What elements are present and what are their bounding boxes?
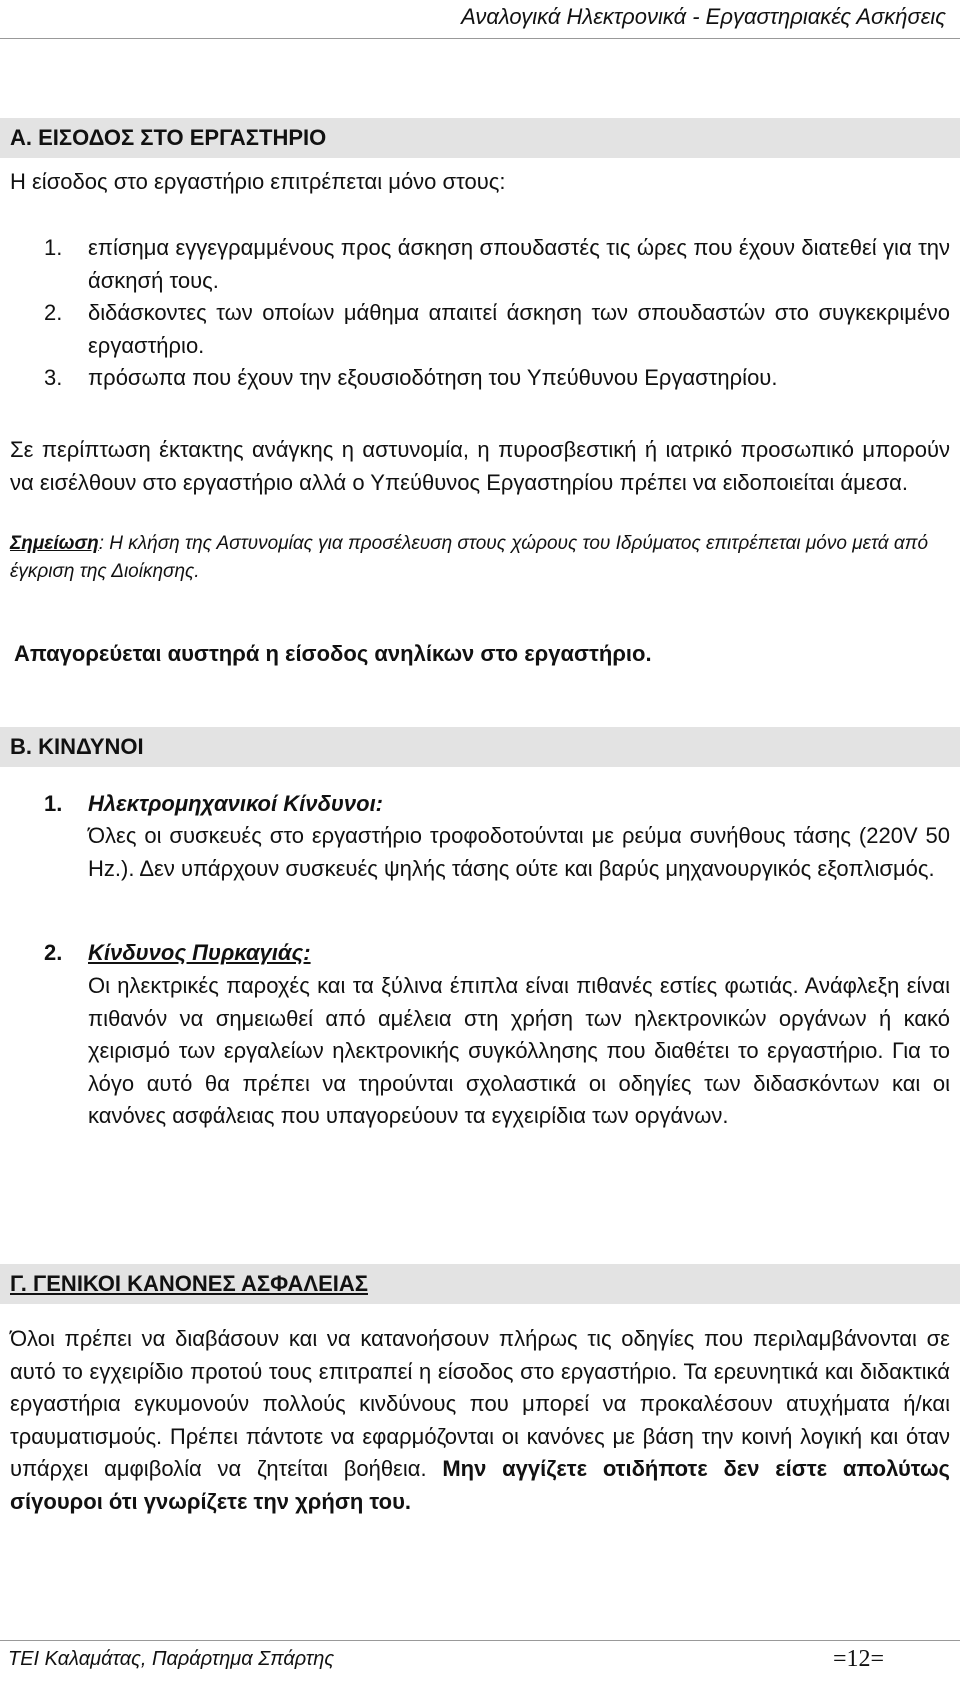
list-item: διδάσκοντες των οποίων μάθημα απαιτεί άσκηση των σπουδαστών στο συγκεκριμένο εργαστήριο. bbox=[88, 300, 950, 358]
section-a-heading-bar bbox=[0, 118, 960, 158]
minors-prohibition: Απαγορεύεται αυστηρά η είσοδος ανηλίκων στο εργαστήριο. bbox=[14, 641, 652, 666]
section-c-heading-bar bbox=[0, 1264, 960, 1304]
list-item-number: 2. bbox=[44, 300, 63, 325]
general-rules-text: Όλοι πρέπει να διαβάσουν και να κατανοήσουν πλήρως τις οδηγίες που περιλαμβάνονται σε αυτό το εγχειρίδιο προτού τους επιτραπεί η είσοδος στο εργαστήριο. Τα ερευνητικά και διδακτικά εργαστήρια εγκυμονούν πολλούς κινδύνους που μπορεί να προκαλέσουν ατυχήματα ή/και τραυματισμούς. Πρέπει πάντοτε να εφαρμόζονται οι κανόνες με βάση την κοινή λογική και όταν υπάρχει αμφιβολία να ζητείται βοήθεια. bbox=[10, 1326, 950, 1481]
section-b-heading: Β. ΚΙΝΔΥΝΟΙ bbox=[10, 734, 144, 759]
section-a-intro: Η είσοδος στο εργαστήριο επιτρέπεται μόνο στους: bbox=[10, 169, 506, 194]
section-b-heading-bar bbox=[0, 727, 960, 767]
general-rules-bold: Μην αγγίζετε οτιδήποτε δεν είστε απολύτως σίγουροι ότι γνωρίζετε την χρήση του. bbox=[10, 1456, 951, 1514]
list-item: πρόσωπα που έχουν την εξουσιοδότηση του Υπεύθυνου Εργαστηρίου. bbox=[88, 365, 778, 390]
hazard-description: Οι ηλεκτρικές παροχές και τα ξύλινα έπιπλα είναι πιθανές εστίες φωτιάς. Ανάφλεξη είναι πιθανόν να σημειωθεί από αμέλεια στη χρήση των ηλεκτρονικών οργάνων ή κακό χειρισμό των εργαλείων ηλεκτρονικής συγκόλλησης που διαθέτει το εργαστήριο. Για το λόγο αυτό θα πρέπει να τηρούνται σχολαστικά οι οδηγίες των διδασκόντων και οι κανόνες ασφάλειας που υπαγορεύουν τα εγχειρίδια των οργάνων. bbox=[88, 973, 950, 1128]
list-item-number: 3. bbox=[44, 365, 63, 390]
note-paragraph bbox=[10, 530, 958, 586]
hazard-title: Κίνδυνος Πυρκαγιάς: bbox=[88, 940, 311, 965]
note-label: Σημείωση bbox=[10, 533, 99, 554]
hazard-number: 1. bbox=[44, 791, 63, 816]
header-rule bbox=[0, 38, 960, 39]
footer-institution: ΤΕΙ Καλαμάτας, Παράρτημα Σπάρτης bbox=[8, 1648, 335, 1670]
page-number: =12= bbox=[833, 1646, 885, 1672]
list-item: επίσημα εγγεγραμμένους προς άσκηση σπουδαστές τις ώρες που έχουν διατεθεί για την άσκησή τους. bbox=[88, 235, 950, 293]
emergency-paragraph: Σε περίπτωση έκτακτης ανάγκης η αστυνομία, η πυροσβεστική ή ιατρικό προσωπικό μπορούν να εισέλθουν στο εργαστήριο αλλά ο Υπεύθυνος Εργαστηρίου πρέπει να ειδοποιείται άμεσα. bbox=[10, 437, 950, 495]
list-item-number: 1. bbox=[44, 235, 63, 260]
section-c-heading: Γ. ΓΕΝΙΚΟΙ ΚΑΝΟΝΕΣ ΑΣΦΑΛΕΙΑΣ bbox=[10, 1271, 368, 1296]
note-text: : Η κλήση της Αστυνομίας για προσέλευση στους χώρους του Ιδρύματος επιτρέπεται μόνο μετά από έγκριση της Διοίκησης. bbox=[10, 533, 929, 582]
general-rules-paragraph bbox=[10, 1323, 950, 1518]
footer-rule bbox=[0, 1640, 960, 1641]
running-header: Αναλογικά Ηλεκτρονικά - Εργαστηριακές Ασκήσεις bbox=[461, 4, 946, 29]
section-a-heading: Α. ΕΙΣΟΔΟΣ ΣΤΟ ΕΡΓΑΣΤΗΡΙΟ bbox=[10, 125, 327, 150]
hazard-description: Όλες οι συσκευές στο εργαστήριο τροφοδοτούνται με ρεύμα συνήθους τάσης (220V 50 Hz.). Δεν υπάρχουν συσκευές ψηλής τάσης ούτε και βαρύς μηχανουργικός εξοπλισμός. bbox=[88, 823, 950, 881]
hazard-number: 2. bbox=[44, 940, 63, 965]
hazard-title: Ηλεκτρομηχανικοί Κίνδυνοι: bbox=[88, 791, 384, 816]
